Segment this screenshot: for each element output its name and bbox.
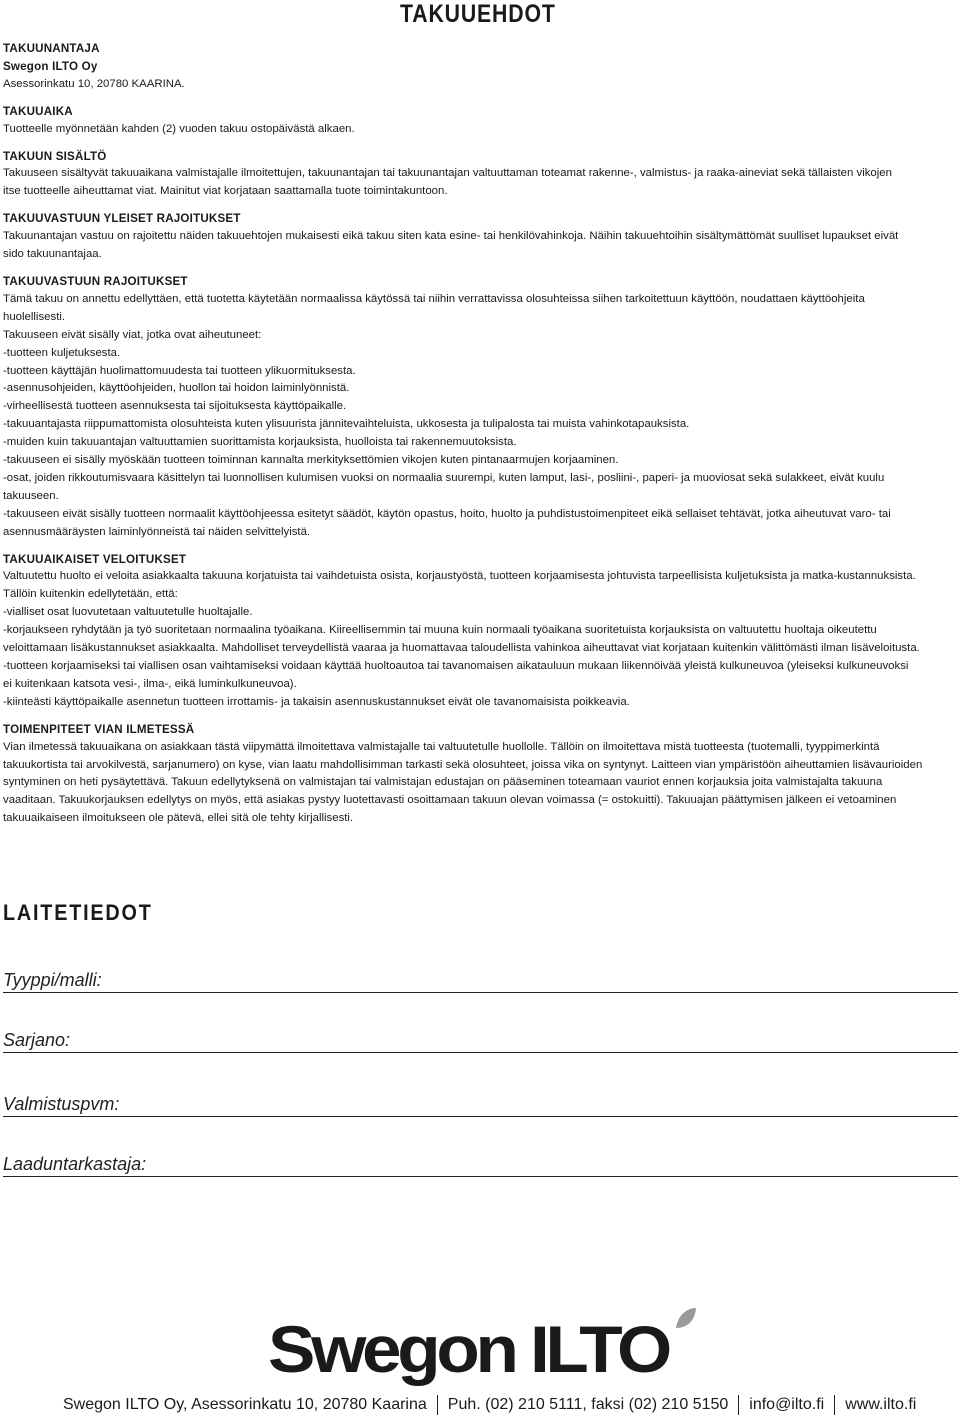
divider: [738, 1395, 739, 1415]
divider: [437, 1395, 438, 1415]
limits-heading: TAKUUVASTUUN RAJOITUKSET: [3, 274, 188, 288]
text-line: Vian ilmetessä takuuaikana on asiakkaan tästä viipymättä ilmoitettava valmistajalle tai valtuutetulle huollolle. Tällöin on ilmoitettava mistä tuotteesta (tuotemalli, tyyppimerkintä: [3, 740, 880, 753]
footer-phone: Puh. (02) 210 5111, faksi (02) 210 5150: [447, 1396, 729, 1413]
text-line: -vialliset osat luovutetaan valtuutetulle huoltajalle.: [3, 606, 253, 619]
content-heading: TAKUUN SISÄLTÖ: [3, 149, 107, 163]
leaf-icon: [676, 1308, 696, 1328]
limits-text: [3, 291, 955, 542]
footer-email[interactable]: info@ilto.fi: [749, 1396, 825, 1413]
field-label: Tyyppi/malli:: [3, 970, 102, 990]
text-line: huolellisesti.: [3, 310, 66, 323]
text-line: Takuuseen eivät sisälly viat, jotka ovat aiheutuneet:: [3, 328, 262, 341]
text-line: veloittamaan lisäkustannukset asiakkaalta. Mahdolliset terveydellistä vaaraa ja huomattavaa taloudellista vahinkoa aiheuttavat viat korjataan kuitenkin välittömästi ilman lisäveloitusta.: [3, 642, 920, 655]
text-line: -tuotteen käyttäjän huolimattomuudesta tai tuotteen ylikuormituksesta.: [3, 364, 356, 377]
text-line: takuuaikaiseen ilmoitukseen ole pätevä, ellei sitä ole tehty kirjallisesti.: [3, 812, 354, 825]
warrantor-heading: TAKUUNANTAJA: [3, 42, 100, 55]
device-info-heading: LAITETIEDOT: [3, 900, 153, 925]
text-line: takuukortista tai arvokilvestä, sarjanumero) on kyse, vian laatu mahdollisimman tarkasti sekä olosuhteet, joissa vika on syntynyt. Laitteen vian ympäristöön aiheuttamien lisävaurioiden: [3, 758, 923, 771]
field-label: Laaduntarkastaja:: [3, 1154, 147, 1174]
text-line: -kiinteästi käyttöpaikalle asennetun tuotteen irrottamis- ja takaisin asennuskustannukset eivät ole tavanomaisista poikkeavia.: [3, 695, 630, 708]
general-limits-text: [3, 228, 955, 264]
footer: [63, 1394, 953, 1416]
logo-text: Swegon ILTO: [268, 1312, 670, 1386]
text-line: takuuseen.: [3, 489, 59, 502]
charges-heading: TAKUUAIKAISET VELOITUKSET: [3, 552, 187, 566]
warrantor-company: Swegon ILTO Oy: [3, 59, 98, 73]
text-line: -osat, joiden rikkoutumisvaara käsittelyn tai luonnollisen kulumisen vuoksi on normaalia suurempi, kuten lamput, lasi-, posliini-, paperi- ja muoviosat sekä sulakkeet, eivät kuulu: [3, 471, 885, 484]
text-line: -tuotteen kuljetuksesta.: [3, 346, 121, 359]
text-line: Valtuutettu huolto ei veloita asiakkaalta takuuna korjatuista tai vaihdetuista osista, korjaustyöstä, tuotteen korjaamisesta johtuvista tarpeellisista kuljetuksista ja matka-kustannuksista.: [3, 570, 916, 583]
field-type-model[interactable]: [3, 962, 958, 993]
text-line: ei kuitenkaan katsota vesi-, ilma-, eikä luminkulkuneuvoa).: [3, 677, 297, 690]
text-line: -asennusohjeiden, käyttöohjeiden, huollon tai hoidon laiminlyönnistä.: [3, 382, 350, 395]
field-label: Sarjano:: [3, 1030, 71, 1050]
field-serial[interactable]: [3, 1022, 958, 1053]
footer-web[interactable]: www.ilto.fi: [845, 1396, 917, 1413]
general-limits-heading: TAKUUVASTUUN YLEISET RAJOITUKSET: [3, 212, 241, 226]
period-heading: TAKUUAIKA: [3, 104, 73, 118]
text-line: vaaditaan. Takuukorjauksen edellytys on myös, että asiakas pystyy luotettavasti osoittamaan takuun olevan voimassa (= ostokuitti). Takuuajan päättymisen jälkeen ei vetoaminen: [3, 794, 897, 807]
text-line: asennusmääräysten laiminlyönneistä tai näiden selvittelyistä.: [3, 525, 311, 538]
text-line: -virheellisestä tuotteen asennuksesta tai sijoituksesta käyttöpaikalle.: [3, 400, 347, 413]
text-line: -takuuseen ei sisälly myöskään tuotteen toiminnan kannalta merkityksettömien vikojen kuten pintanaarmujen korjaaminen.: [3, 454, 619, 467]
charges-text: [3, 568, 955, 711]
content-text: [3, 165, 955, 201]
text-line: -muiden kuin takuuantajan valtuuttamien suorittamista korjauksista, huolloista tai rakennemuutoksista.: [3, 436, 517, 449]
period-text: Tuotteelle myönnetään kahden (2) vuoden takuu ostopäivästä alkaen.: [3, 122, 355, 135]
divider: [834, 1395, 835, 1415]
actions-heading: TOIMENPITEET VIAN ILMETESSÄ: [3, 722, 195, 736]
page-title: TAKUUEHDOT: [400, 0, 556, 28]
footer-address: Swegon ILTO Oy, Asessorinkatu 10, 20780 Kaarina: [63, 1396, 427, 1413]
field-manufacture-date[interactable]: [3, 1086, 958, 1117]
actions-text: [3, 739, 955, 829]
text-line: -korjaukseen ryhdytään ja työ suoritetaan normaalina työaikana. Kiireellisemmin tai muuna kuin normaali työaikana suoritetuista korjauksista on valtuutettu huoltaja oikeutettu: [3, 624, 877, 637]
text-line: -tuotteen korjaamiseksi tai viallisen osan vaihtamiseksi voidaan käyttää huoltoautoa tai tavanomaisen aikatauluun mukaan liikennöivää yleistä kulkuneuvoa (yleiseksi kulkuneuvoksi: [3, 660, 909, 672]
text-line: itse tuotteelle aiheuttamat viat. Mainitut viat korjataan saattamalla tuote toimintakuntoon.: [3, 185, 448, 198]
text-line: Tällöin kuitenkin edellytetään, että:: [3, 588, 178, 601]
text-line: -takuuseen eivät sisälly tuotteen normaalit käyttöohjeessa esitetyt säädöt, käytön opastus, hoito, huolto ja puhdistustoimenpiteet eikä sellaiset tehtävät, jotka aiheutuvat varo- tai: [3, 507, 891, 520]
terms-content: [3, 40, 955, 828]
text-line: -takuuantajasta riippumattomista olosuhteista kuten ylisuurista jännitevaihteluista, ukkosesta ja tulipalosta tai muista vahinkotapauksista.: [3, 418, 690, 431]
text-line: syntyminen on heti pysäytettävä. Takuun edellytyksenä on valmistajan tai valmistajan edustajan on pääseminen toteamaan vauriot ennen korjauksia joita valmistajalta takuuna: [3, 776, 883, 789]
field-quality-inspector[interactable]: [3, 1146, 958, 1177]
swegon-ilto-logo: [268, 1306, 698, 1386]
text-line: Tämä takuu on annettu edellyttäen, että tuotetta käytetään normaalissa käytössä tai niihin verrattavissa olosuhteissa siihen tarkoitettuun käyttöön, noudattaen käyttöohjeita: [3, 292, 865, 305]
text-line: Takuunantajan vastuu on rajoitettu näiden takuuehtojen mukaisesti eikä takuu siten kata esine- tai henkilövahinkoja. Näihin takuuehtoihin sisältymättömät suulliset lupaukset eivät: [3, 230, 899, 243]
warrantor-address: Asessorinkatu 10, 20780 KAARINA.: [3, 77, 185, 90]
field-label: Valmistuspvm:: [3, 1094, 120, 1114]
text-line: Takuuseen sisältyvät takuuaikana valmistajalle ilmoitettujen, takuunantajan tai takuunantajan valtuuttaman toteamat rakenne-, valmistus- ja raaka-aineviat sekä tällaisten vikojen: [3, 167, 892, 180]
text-line: sido takuunantajaa.: [3, 248, 102, 261]
